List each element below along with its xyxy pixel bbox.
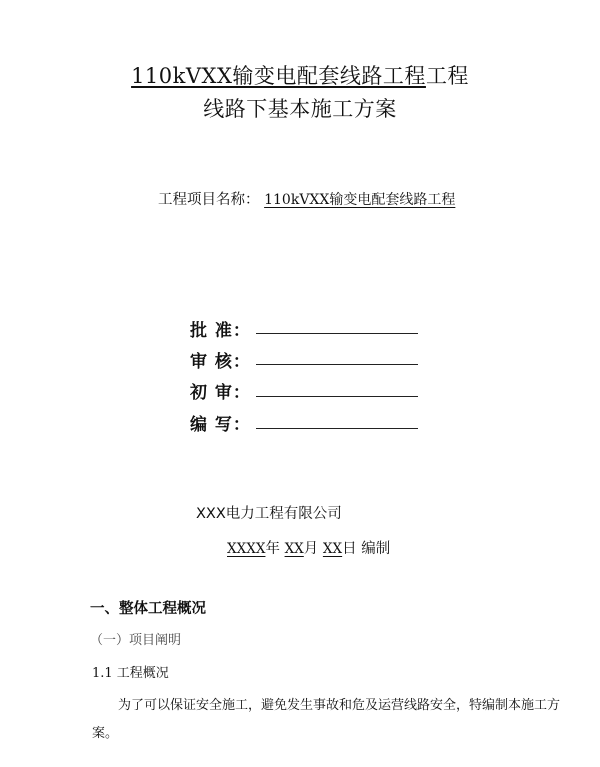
- date-year: XXXX: [227, 541, 266, 557]
- date-month-suffix: 月: [303, 541, 319, 557]
- date-year-suffix: 年: [265, 541, 280, 557]
- company-name: XXX电力工程有限公司: [196, 506, 342, 522]
- section-heading: 一、整体工程概况: [90, 601, 206, 617]
- author-signature-line: [256, 428, 418, 429]
- preliminary-review-signature-line: [256, 396, 418, 397]
- approve-signature-line: [256, 333, 418, 334]
- date-day-suffix: 日: [342, 541, 357, 557]
- document-title-line1: [0, 60, 600, 90]
- date-action: 编制: [361, 541, 391, 557]
- preliminary-review-label: 初 审：: [190, 383, 251, 403]
- subsection-heading: 1.1 工程概况: [92, 666, 169, 681]
- date-day: XX: [322, 541, 343, 557]
- project-name-label: 工程项目名称：: [158, 192, 260, 208]
- title-project-name: 110kVXX输变电配套线路工程: [131, 64, 426, 88]
- document-title-line2: 线路下基本施工方案: [203, 97, 397, 121]
- section-subheading: （一）项目阐明: [90, 633, 182, 648]
- project-name-row: [158, 188, 455, 209]
- paragraph-line-2: 案。: [92, 726, 119, 741]
- compile-date: [227, 537, 390, 558]
- author-label: 编 写：: [190, 415, 251, 435]
- approve-label: 批 准：: [190, 321, 251, 341]
- review-label: 审 核：: [190, 352, 251, 372]
- paragraph-line-1: 为了可以保证安全施工，避免发生事故和危及运营线路安全，特编制本施工方: [118, 698, 561, 713]
- title-suffix: 工程: [425, 64, 469, 88]
- review-signature-line: [256, 364, 418, 365]
- date-month: XX: [284, 541, 304, 557]
- project-name-value: 110kVXX输变电配套线路工程: [264, 192, 456, 208]
